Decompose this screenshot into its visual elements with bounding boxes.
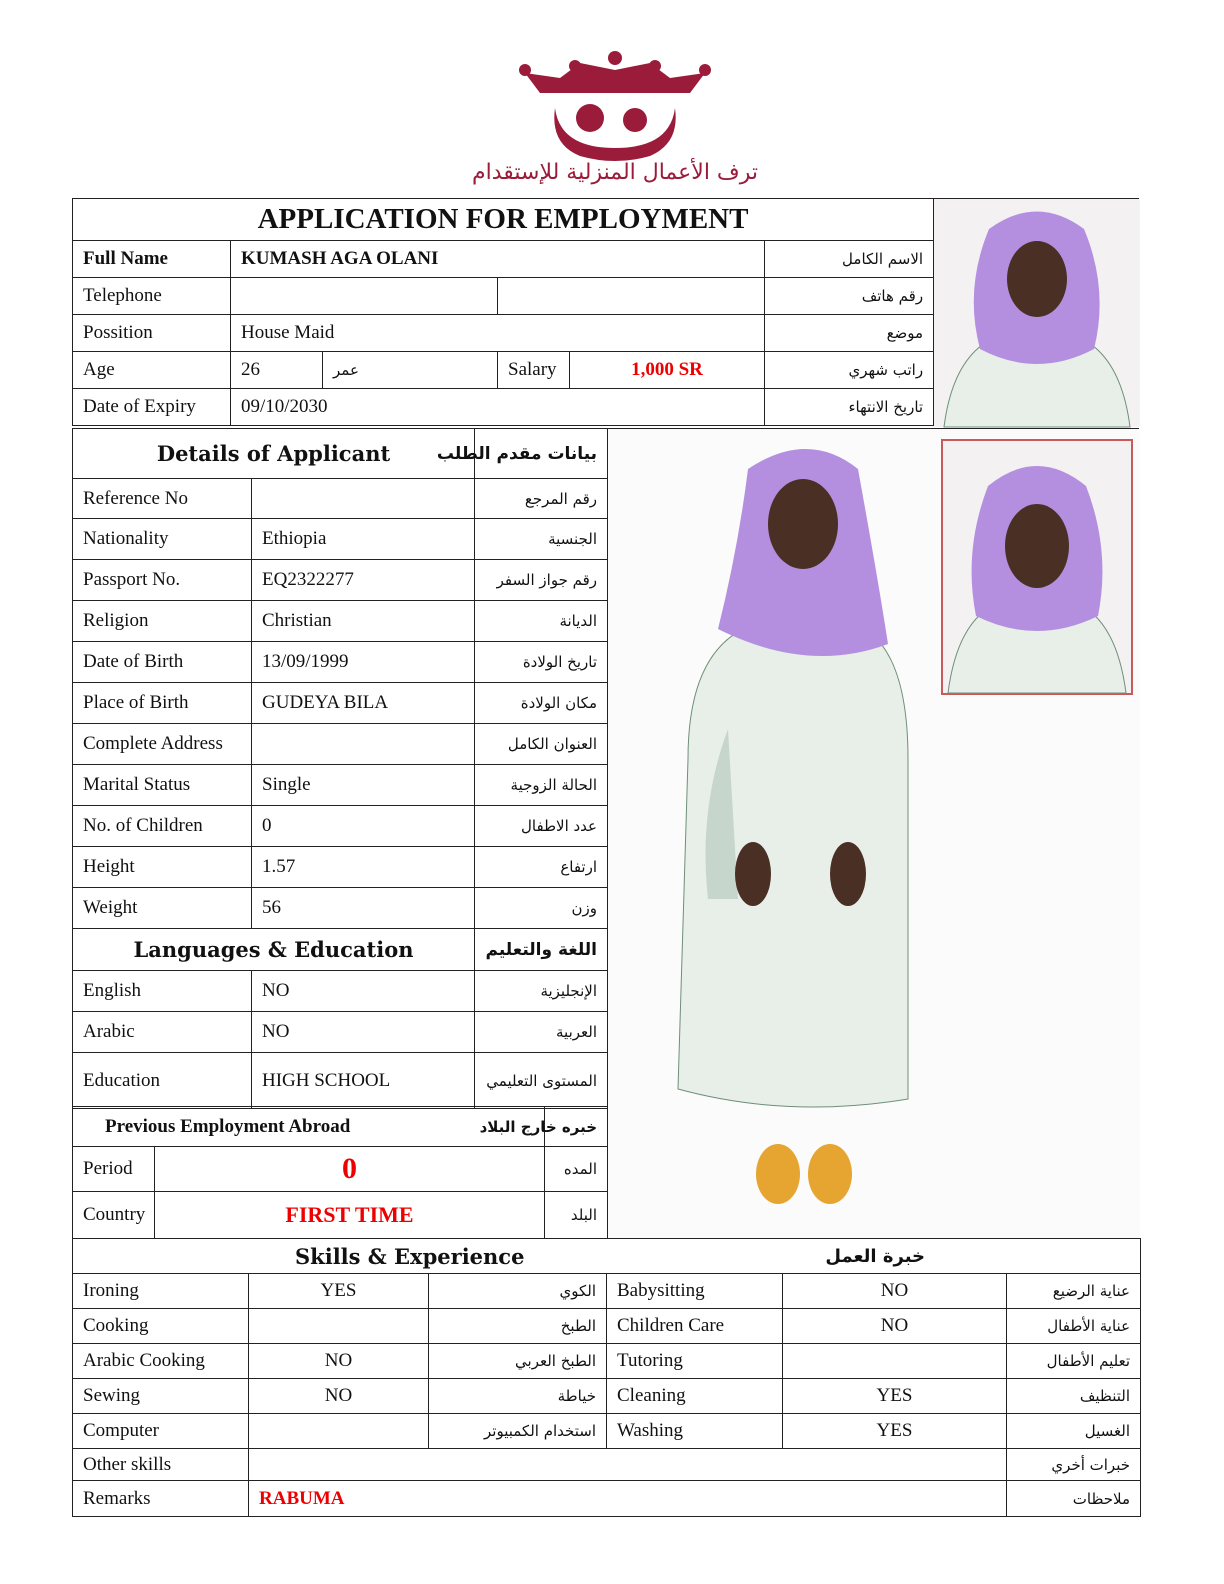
detail-label: Weight (73, 888, 252, 929)
logo-arabic-tagline: ترف الأعمال المنزلية للإستقدام (472, 160, 758, 185)
detail-value: 56 (252, 888, 475, 929)
detail-label: No. of Children (73, 806, 252, 847)
age-ar: عمر (323, 352, 498, 389)
skill-left-ar: خياطة (429, 1379, 607, 1414)
skills-heading-ar: خبرة العمل (607, 1239, 1141, 1274)
remarks-value: RABUMA (249, 1481, 1007, 1517)
skill-row (73, 1274, 1141, 1309)
skill-right-ar: الغسيل (1007, 1414, 1141, 1449)
details-table (72, 428, 608, 1109)
detail-ar: رقم جواز السفر (475, 560, 608, 601)
detail-ar: عدد الاطفال (475, 806, 608, 847)
skill-left-label: Arabic Cooking (73, 1344, 249, 1379)
expiry-value: 09/10/2030 (231, 389, 765, 426)
age-value: 26 (231, 352, 323, 389)
skill-right-ar: عناية الرضيع (1007, 1274, 1141, 1309)
detail-label: Passport No. (73, 560, 252, 601)
detail-ar: العنوان الكامل (475, 724, 608, 765)
skill-left-value (249, 1414, 429, 1449)
details-row (73, 560, 608, 601)
detail-value: 1.57 (252, 847, 475, 888)
telephone-extra (498, 278, 765, 315)
skill-right-ar: عناية الأطفال (1007, 1309, 1141, 1344)
skill-left-label: Computer (73, 1414, 249, 1449)
remarks-label: Remarks (73, 1481, 249, 1517)
skill-left-value: NO (249, 1344, 429, 1379)
detail-ar: مكان الولادة (475, 683, 608, 724)
details-row (73, 479, 608, 519)
skill-left-label: Ironing (73, 1274, 249, 1309)
previous-employment-table (72, 1106, 608, 1239)
skill-left-ar: الطبخ العربي (429, 1344, 607, 1379)
detail-label: Height (73, 847, 252, 888)
detail-value (252, 479, 475, 519)
detail-ar: ارتفاع (475, 847, 608, 888)
skill-left-label: Cooking (73, 1309, 249, 1344)
detail-label: Complete Address (73, 724, 252, 765)
inset-portrait-photo (941, 439, 1133, 695)
skill-right-value: NO (783, 1274, 1007, 1309)
position-label: Possition (73, 315, 231, 352)
expiry-ar: تاريخ الانتهاء (765, 389, 934, 426)
skill-row (73, 1309, 1141, 1344)
skill-right-value (783, 1344, 1007, 1379)
language-ar: العربية (475, 1012, 608, 1053)
skill-left-label: Sewing (73, 1379, 249, 1414)
details-row (73, 724, 608, 765)
skills-table (72, 1238, 1141, 1517)
language-row (73, 971, 608, 1012)
language-label: Arabic (73, 1012, 252, 1053)
portrait-photo-small (933, 198, 1139, 426)
position-value: House Maid (231, 315, 765, 352)
full-body-photo (607, 428, 1139, 1238)
skill-row (73, 1344, 1141, 1379)
period-ar: المده (545, 1147, 608, 1192)
languages-heading: Languages & Education (73, 929, 475, 971)
salary-ar: راتب شهري (765, 352, 934, 389)
country-value: FIRST TIME (155, 1192, 545, 1239)
skill-right-label: Children Care (607, 1309, 783, 1344)
detail-label: Place of Birth (73, 683, 252, 724)
page-title: APPLICATION FOR EMPLOYMENT (73, 199, 934, 241)
details-row (73, 601, 608, 642)
detail-value: 0 (252, 806, 475, 847)
country-label: Country (73, 1192, 155, 1239)
country-ar: البلد (545, 1192, 608, 1239)
detail-value: GUDEYA BILA (252, 683, 475, 724)
details-row (73, 765, 608, 806)
full-name-label: Full Name (73, 241, 231, 278)
skill-row (73, 1414, 1141, 1449)
detail-label: Marital Status (73, 765, 252, 806)
period-value: 0 (155, 1147, 545, 1192)
detail-ar: الديانة (475, 601, 608, 642)
telephone-label: Telephone (73, 278, 231, 315)
skills-heading: Skills & Experience (73, 1239, 607, 1274)
other-skills-value (249, 1449, 1007, 1481)
detail-ar: الجنسية (475, 519, 608, 560)
skill-left-ar: الطبخ (429, 1309, 607, 1344)
language-ar: المستوى التعليمي (475, 1053, 608, 1109)
details-row (73, 806, 608, 847)
detail-value: Ethiopia (252, 519, 475, 560)
skill-right-ar: التنظيف (1007, 1379, 1141, 1414)
language-row (73, 1053, 608, 1109)
languages-heading-ar: اللغة والتعليم (475, 929, 608, 971)
full-name-value: KUMASH AGA OLANI (231, 241, 765, 278)
detail-value: Single (252, 765, 475, 806)
skill-left-ar: استخدام الكمبيوتر (429, 1414, 607, 1449)
details-row (73, 519, 608, 560)
detail-value: Christian (252, 601, 475, 642)
details-heading-ar: بيانات مقدم الطلب (475, 429, 608, 479)
detail-value: 13/09/1999 (252, 642, 475, 683)
skill-right-value: YES (783, 1414, 1007, 1449)
language-value: NO (252, 1012, 475, 1053)
details-row (73, 847, 608, 888)
period-label: Period (73, 1147, 155, 1192)
expiry-label: Date of Expiry (73, 389, 231, 426)
telephone-ar: رقم هاتف (765, 278, 934, 315)
skill-right-ar: تعليم الأطفال (1007, 1344, 1141, 1379)
language-value: HIGH SCHOOL (252, 1053, 475, 1109)
detail-value (252, 724, 475, 765)
telephone-value (231, 278, 498, 315)
detail-label: Nationality (73, 519, 252, 560)
skill-right-value: YES (783, 1379, 1007, 1414)
detail-ar: وزن (475, 888, 608, 929)
salary-label: Salary (498, 352, 570, 389)
detail-label: Religion (73, 601, 252, 642)
other-skills-label: Other skills (73, 1449, 249, 1481)
skill-right-value: NO (783, 1309, 1007, 1344)
details-row (73, 683, 608, 724)
detail-ar: الحالة الزوجية (475, 765, 608, 806)
skill-left-ar: الكوي (429, 1274, 607, 1309)
language-label: Education (73, 1053, 252, 1109)
skill-left-value (249, 1309, 429, 1344)
detail-value: EQ2322277 (252, 560, 475, 601)
position-ar: موضع (765, 315, 934, 352)
logo-brand-text: TARAF (586, 148, 644, 160)
age-label: Age (73, 352, 231, 389)
detail-ar: رقم المرجع (475, 479, 608, 519)
skill-left-value: YES (249, 1274, 429, 1309)
language-row (73, 1012, 608, 1053)
language-ar: الإنجليزية (475, 971, 608, 1012)
salary-value: 1,000 SR (570, 352, 765, 389)
details-heading: Details of Applicant (73, 429, 475, 479)
previous-heading: Previous Employment Abroad (73, 1107, 545, 1147)
full-name-ar: الاسم الكامل (765, 241, 934, 278)
skill-left-value: NO (249, 1379, 429, 1414)
previous-heading-ar: خبره خارج البلاد (545, 1107, 608, 1147)
remarks-ar: ملاحظات (1007, 1481, 1141, 1517)
detail-label: Reference No (73, 479, 252, 519)
skill-right-label: Tutoring (607, 1344, 783, 1379)
language-label: English (73, 971, 252, 1012)
skill-right-label: Washing (607, 1414, 783, 1449)
details-row (73, 888, 608, 929)
detail-ar: تاريخ الولادة (475, 642, 608, 683)
other-skills-ar: خبرات أخري (1007, 1449, 1141, 1481)
header-table (72, 198, 934, 426)
language-value: NO (252, 971, 475, 1012)
skill-right-label: Babysitting (607, 1274, 783, 1309)
details-row (73, 642, 608, 683)
skill-row (73, 1379, 1141, 1414)
skill-right-label: Cleaning (607, 1379, 783, 1414)
detail-label: Date of Birth (73, 642, 252, 683)
